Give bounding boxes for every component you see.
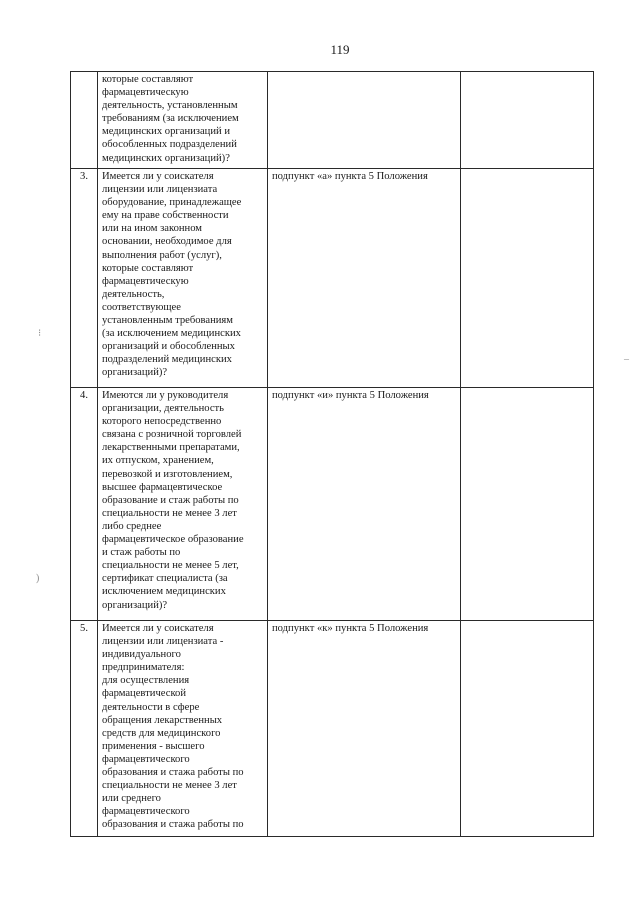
table-row	[71, 169, 594, 388]
reference-cell	[268, 72, 461, 169]
scan-mark: –	[624, 354, 629, 365]
table-row	[71, 388, 594, 621]
question-cell	[98, 621, 268, 837]
page-number: 119	[330, 42, 350, 57]
question-cell	[98, 388, 268, 621]
answer-cell	[461, 72, 594, 169]
row-number: 4.	[71, 388, 98, 621]
answer-cell	[461, 621, 594, 837]
table-row	[71, 72, 594, 169]
row-number: 5.	[71, 621, 98, 837]
question-text: Имеются ли у руководителя организации, деятельность которого непосредственно связана с розничной торговлей лекарственными препаратами, их отпуском, хранением, перевозкой и изготовлением, высшее фармацевтическое образование и стаж работы по специальности не менее 3 лет либо среднее фармацевтическое образование и стаж работы по специальности не менее 5 лет, сертификат специалиста (за исключением медицинских организаций)?	[102, 390, 244, 611]
scan-mark: )	[36, 573, 40, 584]
row-number	[71, 72, 98, 169]
checklist-table	[70, 71, 594, 837]
question-cell	[98, 169, 268, 388]
answer-cell	[461, 388, 594, 621]
question-cell	[98, 72, 268, 169]
row-number: 3.	[71, 169, 98, 388]
table-row	[71, 621, 594, 837]
reference-cell: подпункт «а» пункта 5 Положения	[268, 169, 461, 388]
question-text: Имеется ли у соискателя лицензии или лицензиата оборудование, принадлежащее ему на праве собственности или на ином законном основании, необходимое для выполнения работ (услуг), которые составляют фармацевтическую деятельность, соответствующее установленным требованиям (за исключением медицинских организаций и обособленных подразделений медицинских организаций)?	[102, 171, 242, 379]
reference-cell: подпункт «и» пункта 5 Положения	[268, 388, 461, 621]
reference-cell: подпункт «к» пункта 5 Положения	[268, 621, 461, 837]
question-text: Имеется ли у соискателя лицензии или лицензиата - индивидуального предпринимателя: для осуществления фармацевтической деятельности в сфере обращения лекарственных средств для медицинского применения - высшего фармацевтического образования и стажа работы по специальности не менее 3 лет или среднего фармацевтического образования и стажа работы по	[102, 623, 244, 831]
scan-mark: ⁝	[38, 328, 42, 339]
question-text: которые составляют фармацевтическую деятельность, установленным требованиям (за исключением медицинских организаций и обособленных подразделений медицинских организаций)?	[102, 74, 239, 164]
answer-cell	[461, 169, 594, 388]
